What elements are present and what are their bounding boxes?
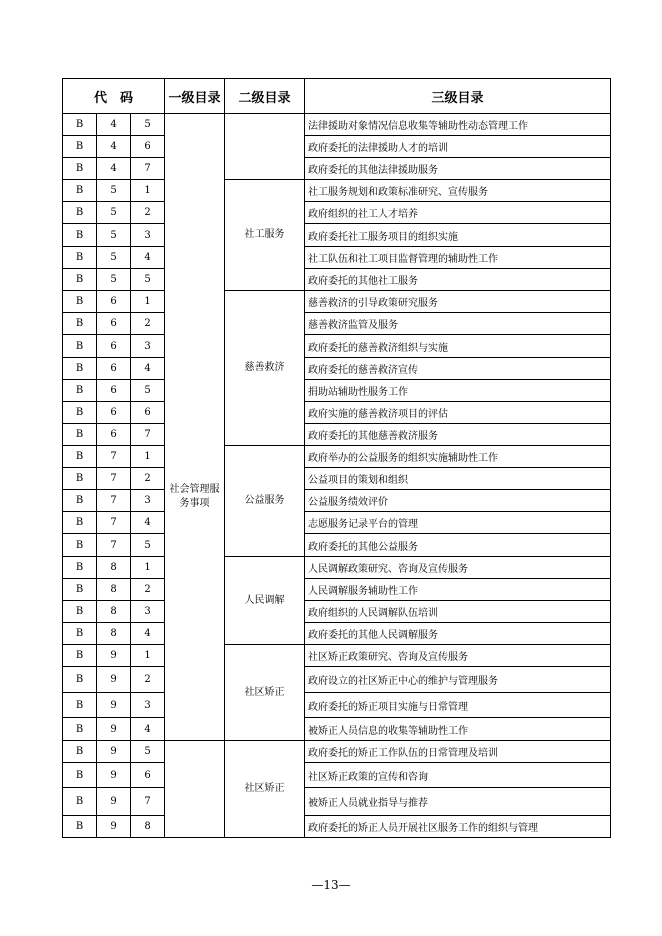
code-cell: 1 [131,446,165,468]
table-row [63,623,611,645]
table-row [63,402,611,424]
code-cell: B [63,534,97,557]
table-row [63,468,611,490]
code-cell: 2 [131,202,165,224]
code-cell: 5 [131,380,165,402]
level3-cell: 被矫正人员就业指导与推荐 [305,788,611,816]
level3-cell: 社工服务规划和政策标准研究、宣传服务 [305,180,611,202]
code-cell: 1 [131,180,165,202]
code-cell: 8 [131,816,165,838]
level3-cell: 政府组织的社工人才培养 [305,202,611,224]
code-cell: 6 [131,136,165,158]
level3-cell: 被矫正人员信息的收集等辅助性工作 [305,718,611,741]
level3-cell: 社区矫正政策研究、咨询及宣传服务 [305,645,611,667]
table-row [63,741,611,763]
code-cell: B [63,158,97,180]
level3-cell: 政府委托的法律援助人才的培训 [305,136,611,158]
table-row [63,579,611,601]
level3-cell: 慈善救济的引导政策研究服务 [305,291,611,313]
code-cell: B [63,512,97,534]
level3-cell: 政府委托的矫正工作队伍的日常管理及培训 [305,741,611,763]
level3-cell: 捐助站辅助性服务工作 [305,380,611,402]
code-cell: 8 [97,579,131,601]
code-cell: B [63,114,97,136]
level3-cell: 社区矫正政策的宣传和咨询 [305,763,611,788]
level3-cell: 政府委托的矫正项目实施与日常管理 [305,693,611,718]
code-cell: 4 [97,136,131,158]
code-cell: B [63,224,97,247]
level3-cell: 人民调解政策研究、咨询及宣传服务 [305,557,611,579]
code-cell: 9 [97,741,131,763]
table-row [63,291,611,313]
code-cell: 7 [97,512,131,534]
header-row [63,79,611,114]
code-cell: B [63,358,97,380]
code-cell: 4 [131,623,165,645]
level3-cell: 志愿服务记录平台的管理 [305,512,611,534]
code-cell: 4 [131,247,165,269]
level3-cell: 政府委托的慈善救济宣传 [305,358,611,380]
code-cell: 9 [97,645,131,667]
code-cell: 7 [131,158,165,180]
level2-cell: 社工服务 [225,180,305,291]
code-cell: B [63,645,97,667]
code-cell: B [63,136,97,158]
level3-cell: 政府设立的社区矫正中心的维护与管理服务 [305,667,611,693]
code-cell: 4 [131,358,165,380]
code-cell: 3 [131,693,165,718]
code-cell: 6 [131,763,165,788]
code-cell: B [63,180,97,202]
code-cell: 6 [97,402,131,424]
code-cell: B [63,269,97,291]
code-cell: 1 [131,557,165,579]
level3-cell: 政府委托社工服务项目的组织实施 [305,224,611,247]
code-cell: 6 [97,424,131,446]
code-cell: 6 [97,291,131,313]
level3-cell: 政府委托的其他人民调解服务 [305,623,611,645]
level3-cell: 政府举办的公益服务的组织实施辅助性工作 [305,446,611,468]
table-row [63,136,611,158]
code-cell: B [63,380,97,402]
code-cell: B [63,816,97,838]
code-cell: 5 [97,224,131,247]
level3-cell: 政府委托的慈善救济组织与实施 [305,335,611,358]
code-cell: 2 [131,313,165,335]
table-row [63,158,611,180]
code-cell: 6 [97,335,131,358]
code-cell: 4 [131,512,165,534]
table-row [63,180,611,202]
level3-cell: 政府实施的慈善救济项目的评估 [305,402,611,424]
level3-cell: 慈善救济监管及服务 [305,313,611,335]
code-cell: 2 [131,579,165,601]
table-row [63,446,611,468]
code-cell: 5 [97,269,131,291]
code-cell: 9 [97,763,131,788]
code-cell: 3 [131,335,165,358]
table-row [63,512,611,534]
code-cell: B [63,202,97,224]
code-cell: 3 [131,601,165,623]
code-cell: 9 [97,667,131,693]
code-cell: 4 [131,718,165,741]
code-cell: B [63,335,97,358]
table-row [63,380,611,402]
table-row [63,557,611,579]
page-number: —13— [311,878,351,892]
table-row [63,788,611,816]
code-cell: B [63,693,97,718]
code-cell: B [63,557,97,579]
code-cell: B [63,446,97,468]
level3-cell: 政府委托的其他社工服务 [305,269,611,291]
code-cell: 1 [131,291,165,313]
code-cell: 7 [97,490,131,512]
level3-cell: 政府委托的其他公益服务 [305,534,611,557]
level3-cell: 公益服务绩效评价 [305,490,611,512]
table-row [63,358,611,380]
code-cell: 3 [131,224,165,247]
code-cell: 7 [97,468,131,490]
code-cell: 9 [97,788,131,816]
code-cell: 5 [131,269,165,291]
table-row [63,335,611,358]
level2-cell: 慈善救济 [225,291,305,446]
level3-cell: 社工队伍和社工项目监督管理的辅助性工作 [305,247,611,269]
level2-cell: 社区矫正 [225,645,305,741]
table-row [63,667,611,693]
code-cell: 6 [97,380,131,402]
code-cell: 4 [97,114,131,136]
code-cell: B [63,402,97,424]
header-level3: 三级目录 [305,79,611,114]
table-row [63,816,611,838]
table-row [63,269,611,291]
table-row [63,645,611,667]
code-cell: B [63,468,97,490]
code-cell: 7 [97,446,131,468]
level2-cell [225,114,305,180]
level3-cell: 政府组织的人民调解队伍培训 [305,601,611,623]
code-cell: 6 [97,313,131,335]
code-cell: B [63,424,97,446]
code-cell: B [63,601,97,623]
table-row [63,202,611,224]
header-level2: 二级目录 [225,79,305,114]
level1-cell: 社会管理服务事项 [165,114,225,741]
table-row [63,114,611,136]
table-row [63,313,611,335]
code-cell: 7 [97,534,131,557]
code-cell: 6 [97,358,131,380]
level3-cell: 人民调解服务辅助性工作 [305,579,611,601]
code-cell: B [63,490,97,512]
table-row [63,224,611,247]
code-cell: 5 [131,114,165,136]
level3-cell: 政府委托的其他法律援助服务 [305,158,611,180]
code-cell: B [63,579,97,601]
table-row [63,534,611,557]
table-row [63,601,611,623]
code-cell: 5 [97,202,131,224]
code-cell: 5 [97,180,131,202]
code-cell: B [63,741,97,763]
catalog-body [63,114,611,838]
code-cell: 5 [131,534,165,557]
code-cell: 2 [131,468,165,490]
level2-cell: 社区矫正 [225,741,305,838]
header-level1: 一级目录 [165,79,225,114]
code-cell: B [63,718,97,741]
code-cell: 5 [97,247,131,269]
code-cell: B [63,313,97,335]
code-cell: B [63,667,97,693]
code-cell: 9 [97,718,131,741]
level2-cell: 公益服务 [225,446,305,557]
level3-cell: 政府委托的其他慈善救济服务 [305,424,611,446]
table-row [63,490,611,512]
code-cell: 3 [131,490,165,512]
table-row [63,718,611,741]
catalog-table [62,78,611,838]
code-cell: 8 [97,601,131,623]
level3-cell: 法律援助对象情况信息收集等辅助性动态管理工作 [305,114,611,136]
table-row [63,247,611,269]
level3-cell: 政府委托的矫正人员开展社区服务工作的组织与管理 [305,816,611,838]
table-row [63,693,611,718]
code-cell: 4 [97,158,131,180]
code-cell: 8 [97,623,131,645]
level2-cell: 人民调解 [225,557,305,645]
table-row [63,424,611,446]
code-cell: 2 [131,667,165,693]
code-cell: 9 [97,816,131,838]
code-cell: 1 [131,645,165,667]
code-cell: 5 [131,741,165,763]
code-cell: 6 [131,402,165,424]
code-cell: B [63,623,97,645]
table-row [63,763,611,788]
code-cell: 7 [131,424,165,446]
level3-cell: 公益项目的策划和组织 [305,468,611,490]
header-code: 代 码 [63,79,165,114]
code-cell: 7 [131,788,165,816]
level1-cell [165,741,225,838]
code-cell: B [63,763,97,788]
code-cell: B [63,291,97,313]
code-cell: 8 [97,557,131,579]
code-cell: 9 [97,693,131,718]
code-cell: B [63,247,97,269]
code-cell: B [63,788,97,816]
